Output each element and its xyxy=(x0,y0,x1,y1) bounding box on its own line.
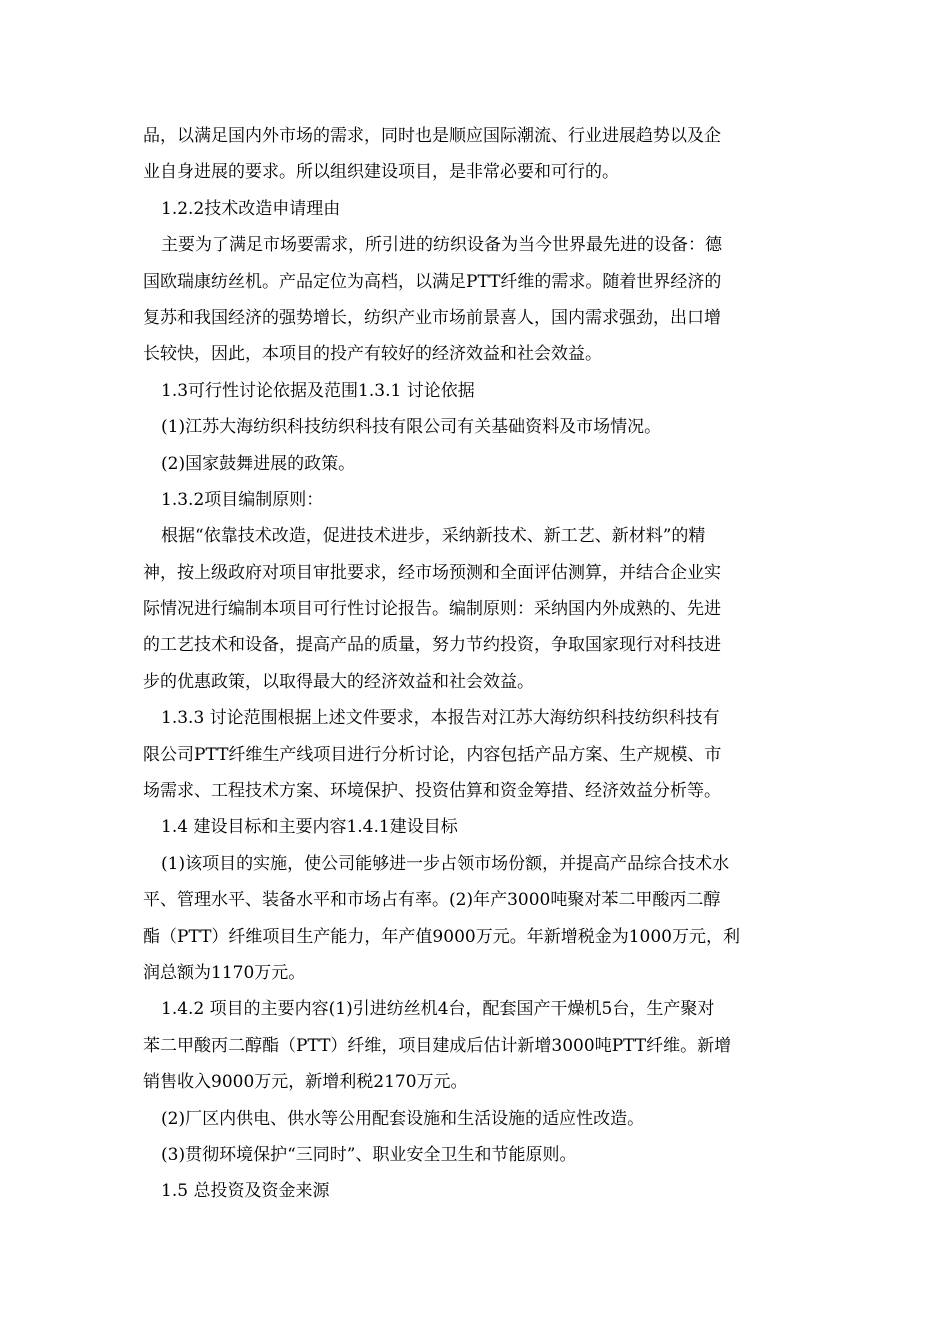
text-line: 限公司PTT纤维生产线项目进行分析讨论，内容包括产品方案、生产规模、市 xyxy=(143,744,722,765)
text-line: (2)国家鼓舞进展的政策。 xyxy=(161,453,356,474)
text-line: 场需求、工程技术方案、环境保护、投资估算和资金筹措、经济效益分析等。 xyxy=(143,781,721,802)
text-line: (1)该项目的实施，使公司能够进一步占领市场份额，并提高产品综合技术水 xyxy=(161,853,730,874)
text-line: 1.2.2技术改造申请理由 xyxy=(161,198,341,219)
text-line: 1.4 建设目标和主要内容1.4.1建设目标 xyxy=(161,817,458,838)
text-line: 酯（PTT）纤维项目生产能力，年产值9000万元。年新增税金为1000万元，利 xyxy=(143,926,740,947)
text-line: 1.3.3 讨论范围根据上述文件要求，本报告对江苏大海纺织科技纺织科技有 xyxy=(161,708,720,729)
text-line: (1)江苏大海纺织科技纺织科技有限公司有关基础资料及市场情况。 xyxy=(161,417,662,438)
text-line: 1.5 总投资及资金来源 xyxy=(161,1181,330,1202)
text-line: 1.3可行性讨论依据及范围1.3.1 讨论依据 xyxy=(161,380,475,401)
text-line: 1.3.2项目编制原则： xyxy=(161,489,324,510)
text-line: 业自身进展的要求。所以组织建设项目，是非常必要和可行的。 xyxy=(143,162,619,183)
text-line: 品，以满足国内外市场的需求，同时也是顺应国际潮流、行业进展趋势以及企 xyxy=(143,126,721,146)
text-line: 根据“依靠技术改造，促进技术进步，采纳新技术、新工艺、新材料”的精 xyxy=(161,526,706,547)
document-body xyxy=(143,118,807,1210)
text-line: 1.4.2 项目的主要内容(1)引进纺丝机4台，配套国产干燥机5台，生产聚对 xyxy=(161,999,715,1020)
text-line: 步的优惠政策，以取得最大的经济效益和社会效益。 xyxy=(143,671,534,692)
text-line: 销售收入9000万元，新增利税2170万元。 xyxy=(143,1072,468,1093)
text-line: (2)厂区内供电、供水等公用配套设施和生活设施的适应性改造。 xyxy=(161,1108,645,1129)
text-line: 平、管理水平、装备水平和市场占有率。(2)年产3000吨聚对苯二甲酸丙二醇 xyxy=(143,890,721,911)
text-line: 润总额为1170万元。 xyxy=(143,962,306,983)
text-line: 神，按上级政府对项目审批要求，经市场预测和全面评估测算，并结合企业实 xyxy=(143,562,721,583)
text-line: 苯二甲酸丙二醇酯（PTT）纤维，项目建成后估计新增3000吨PTT纤维。新增 xyxy=(143,1035,732,1056)
text-line: 长较快，因此，本项目的投产有较好的经济效益和社会效益。 xyxy=(143,344,602,365)
text-line: 际情况进行编制本项目可行性讨论报告。编制原则：采纳国内外成熟的、先进 xyxy=(143,599,721,620)
text-line: 主要为了满足市场要需求，所引进的纺织设备为当今世界最先进的设备：德 xyxy=(161,235,722,256)
text-line: 国欧瑞康纺丝机。产品定位为高档，以满足PTT纤维的需求。随着世界经济的 xyxy=(143,271,722,292)
text-line: 的工艺技术和设备，提高产品的质量，努力节约投资，争取国家现行对科技进 xyxy=(143,635,721,656)
text-line: (3)贯彻环境保护“三同时”、职业安全卫生和节能原则。 xyxy=(161,1144,577,1165)
text-line: 复苏和我国经济的强势增长，纺织产业市场前景喜人，国内需求强劲，出口增 xyxy=(143,307,721,328)
